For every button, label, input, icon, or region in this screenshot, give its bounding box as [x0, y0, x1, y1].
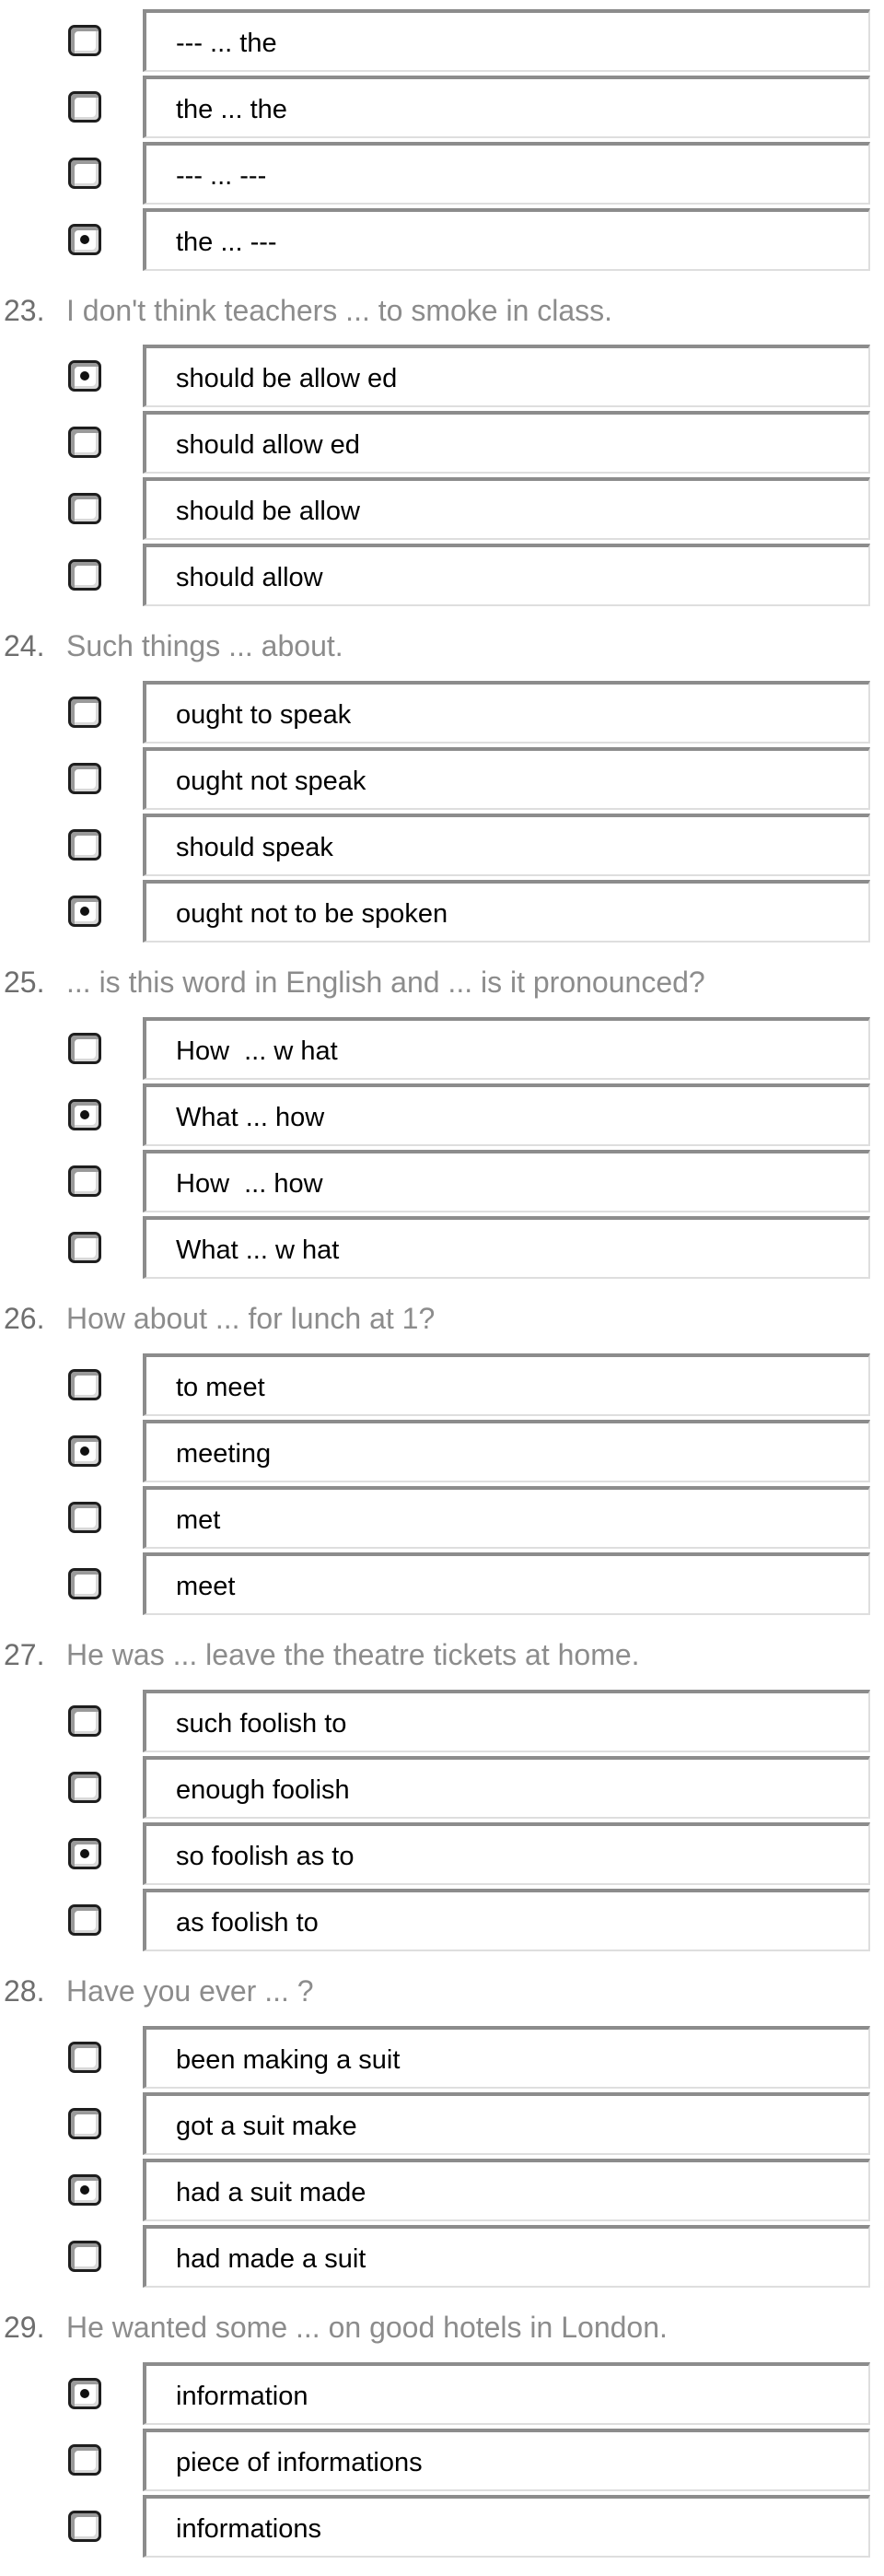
radio-dot-icon — [80, 1849, 89, 1858]
radio-button[interactable] — [68, 1568, 101, 1599]
answer-option[interactable] — [0, 206, 884, 273]
answer-label: ought not to be spoken — [176, 899, 448, 929]
answer-option[interactable] — [0, 1688, 884, 1754]
radio-button[interactable] — [68, 896, 101, 927]
radio-button[interactable] — [68, 2444, 101, 2476]
question-number: 27. — [4, 1638, 45, 1671]
radio-dot-icon — [80, 2185, 89, 2195]
radio-button[interactable] — [68, 427, 101, 458]
answer-box[interactable] — [143, 814, 870, 876]
radio-button[interactable] — [68, 360, 101, 392]
radio-dot-icon — [80, 2389, 89, 2398]
answer-option[interactable] — [0, 2090, 884, 2157]
answer-label: piece of informations — [176, 2448, 423, 2477]
answer-label: --- ... the — [176, 29, 277, 58]
answer-label: been making a suit — [176, 2045, 401, 2075]
answer-option[interactable] — [0, 1551, 884, 1617]
answer-option[interactable] — [0, 1754, 884, 1821]
question-heading — [0, 959, 884, 1003]
answer-box[interactable] — [143, 1150, 870, 1212]
answer-option[interactable] — [0, 542, 884, 608]
question-text: I don't think teachers ... to smoke in class. — [66, 294, 613, 327]
answer-option[interactable] — [0, 745, 884, 812]
answer-box[interactable] — [143, 1756, 870, 1819]
answer-box[interactable] — [143, 2225, 870, 2288]
answer-option[interactable] — [0, 1887, 884, 1953]
answer-option[interactable] — [0, 7, 884, 74]
answer-label: information — [176, 2382, 308, 2411]
answer-label: to meet — [176, 1373, 265, 1402]
answer-option[interactable] — [0, 409, 884, 475]
radio-button[interactable] — [68, 1435, 101, 1467]
question-heading — [0, 2304, 884, 2348]
answer-option[interactable] — [0, 812, 884, 878]
radio-button[interactable] — [68, 1772, 101, 1803]
radio-button[interactable] — [68, 2174, 101, 2206]
question-number: 25. — [4, 966, 45, 999]
radio-button[interactable] — [68, 2042, 101, 2073]
question-number: 28. — [4, 1974, 45, 2008]
answer-option[interactable] — [0, 140, 884, 206]
answer-box[interactable] — [143, 2159, 870, 2221]
answer-box[interactable] — [143, 1353, 870, 1416]
answer-box[interactable] — [143, 2092, 870, 2155]
answer-box[interactable] — [143, 1690, 870, 1752]
answer-box[interactable] — [143, 345, 870, 407]
answer-box[interactable] — [143, 1216, 870, 1279]
answer-box[interactable] — [143, 208, 870, 271]
answer-box[interactable] — [143, 411, 870, 474]
question-heading — [0, 1632, 884, 1676]
answer-box[interactable] — [143, 880, 870, 943]
radio-button[interactable] — [68, 829, 101, 861]
answer-label: How ... w hat — [176, 1036, 338, 1066]
answer-option[interactable] — [0, 2360, 884, 2427]
radio-button[interactable] — [68, 1904, 101, 1936]
radio-button[interactable] — [68, 2511, 101, 2542]
question-heading — [0, 623, 884, 667]
answer-label: should speak — [176, 833, 333, 862]
answer-box[interactable] — [143, 747, 870, 810]
answer-box[interactable] — [143, 1552, 870, 1615]
radio-button[interactable] — [68, 2108, 101, 2139]
answer-option[interactable] — [0, 679, 884, 745]
answer-label: enough foolish — [176, 1775, 350, 1805]
radio-button[interactable] — [68, 1369, 101, 1400]
question-text: ... is this word in English and ... is it pronounced? — [66, 966, 705, 999]
answer-box[interactable] — [143, 681, 870, 744]
answer-label: What ... how — [176, 1103, 325, 1132]
answer-label: the ... --- — [176, 228, 277, 257]
radio-button[interactable] — [68, 1033, 101, 1064]
question-number: 26. — [4, 1302, 45, 1335]
answer-box[interactable] — [143, 1822, 870, 1885]
question-text: Such things ... about. — [66, 629, 343, 662]
answer-option[interactable] — [0, 1352, 884, 1418]
answer-option[interactable] — [0, 1214, 884, 1281]
radio-button[interactable] — [68, 2241, 101, 2272]
radio-button[interactable] — [68, 1232, 101, 1263]
answer-option[interactable] — [0, 1418, 884, 1484]
answer-label: ought not speak — [176, 767, 366, 796]
radio-dot-icon — [80, 907, 89, 916]
answer-label: should be allow ed — [176, 364, 398, 393]
radio-button[interactable] — [68, 1705, 101, 1737]
question-text: He wanted some ... on good hotels in London. — [66, 2311, 668, 2344]
radio-dot-icon — [80, 1110, 89, 1119]
answer-label: --- ... --- — [176, 161, 267, 191]
answer-option[interactable] — [0, 1148, 884, 1214]
answer-box[interactable] — [143, 1420, 870, 1482]
answer-label: What ... w hat — [176, 1235, 340, 1265]
radio-button[interactable] — [68, 224, 101, 255]
radio-button[interactable] — [68, 493, 101, 524]
radio-dot-icon — [80, 371, 89, 381]
answer-option[interactable] — [0, 2427, 884, 2493]
radio-button[interactable] — [68, 2378, 101, 2409]
radio-button[interactable] — [68, 559, 101, 591]
answer-label: the ... the — [176, 95, 287, 124]
answer-label: meeting — [176, 1439, 272, 1469]
question-number: 29. — [4, 2311, 45, 2344]
answer-label: got a suit make — [176, 2112, 357, 2141]
radio-button[interactable] — [68, 158, 101, 189]
answer-box[interactable] — [143, 2429, 870, 2491]
answer-box[interactable] — [143, 1486, 870, 1549]
radio-button[interactable] — [68, 91, 101, 123]
question-text: How about ... for lunch at 1? — [66, 1302, 436, 1335]
question-number: 23. — [4, 294, 45, 327]
question-heading — [0, 1295, 884, 1340]
question-heading — [0, 287, 884, 332]
radio-button[interactable] — [68, 25, 101, 56]
answer-option[interactable] — [0, 2493, 884, 2559]
radio-button[interactable] — [68, 1838, 101, 1869]
answer-label: had a suit made — [176, 2178, 366, 2207]
answer-label: so foolish as to — [176, 1842, 355, 1871]
answer-box[interactable] — [143, 477, 870, 540]
answer-option[interactable] — [0, 475, 884, 542]
radio-button[interactable] — [68, 763, 101, 794]
answer-option[interactable] — [0, 343, 884, 409]
answer-option[interactable] — [0, 74, 884, 140]
answer-option[interactable] — [0, 2157, 884, 2223]
answer-label: informations — [176, 2514, 321, 2544]
answer-box[interactable] — [143, 2495, 870, 2558]
answer-option[interactable] — [0, 2024, 884, 2090]
answer-label: ought to speak — [176, 700, 352, 730]
answer-box[interactable] — [143, 2026, 870, 2089]
answer-box[interactable] — [143, 1017, 870, 1080]
answer-label: How ... how — [176, 1169, 323, 1199]
answer-label: had made a suit — [176, 2244, 366, 2274]
answer-label: met — [176, 1505, 221, 1535]
answer-label: meet — [176, 1572, 236, 1601]
answer-box[interactable] — [143, 544, 870, 606]
answer-option[interactable] — [0, 1015, 884, 1082]
question-text: Have you ever ... ? — [66, 1974, 314, 2008]
answer-box[interactable] — [143, 142, 870, 205]
answer-box[interactable] — [143, 1889, 870, 1951]
radio-button[interactable] — [68, 1099, 101, 1130]
answer-label: should allow — [176, 563, 323, 592]
question-number: 24. — [4, 629, 45, 662]
radio-dot-icon — [80, 235, 89, 244]
answer-box[interactable] — [143, 76, 870, 138]
answer-label: as foolish to — [176, 1908, 319, 1938]
radio-button[interactable] — [68, 1165, 101, 1197]
radio-button[interactable] — [68, 697, 101, 728]
question-heading — [0, 1968, 884, 2012]
answer-box[interactable] — [143, 1083, 870, 1146]
question-text: He was ... leave the theatre tickets at home. — [66, 1638, 640, 1671]
answer-label: should allow ed — [176, 430, 360, 460]
answer-option[interactable] — [0, 1082, 884, 1148]
radio-dot-icon — [80, 1446, 89, 1456]
answer-option[interactable] — [0, 1821, 884, 1887]
answer-box[interactable] — [143, 9, 870, 72]
radio-button[interactable] — [68, 1502, 101, 1533]
answer-label: such foolish to — [176, 1709, 347, 1739]
answer-option[interactable] — [0, 878, 884, 944]
answer-box[interactable] — [143, 2362, 870, 2425]
answer-option[interactable] — [0, 1484, 884, 1551]
answer-option[interactable] — [0, 2223, 884, 2289]
answer-label: should be allow — [176, 497, 360, 526]
